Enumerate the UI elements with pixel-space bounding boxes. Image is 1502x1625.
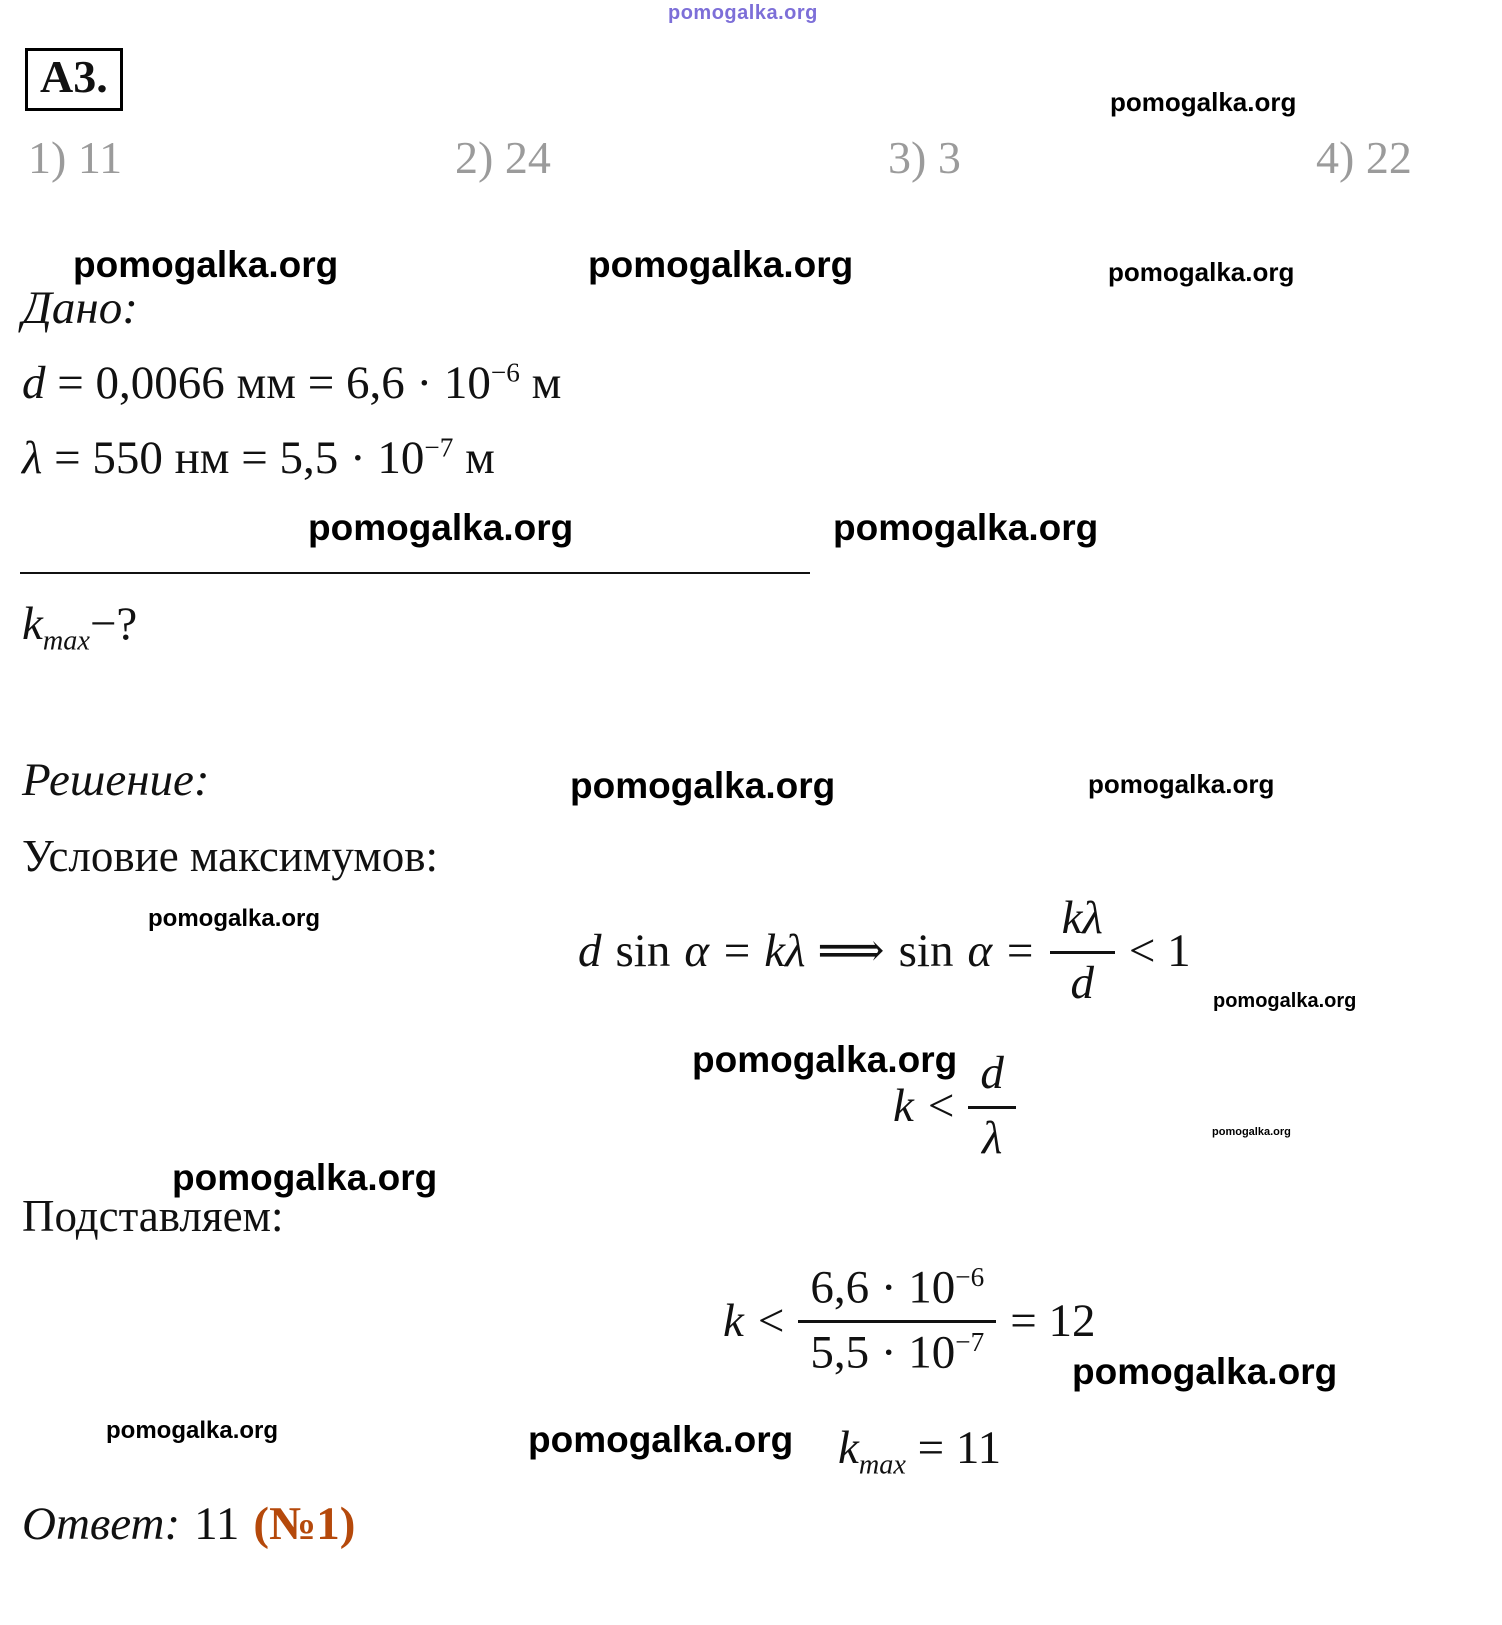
given-d-unit: м	[519, 357, 562, 409]
given-line-lambda	[22, 430, 495, 486]
watermark: pomogalka.org	[148, 905, 321, 932]
given-d-equation: = 0,0066 мм = 6,6 · 10	[45, 357, 491, 409]
watermark: pomogalka.org	[833, 507, 1099, 548]
watermark: pomogalka.org	[172, 1157, 438, 1198]
formula-k-bound	[893, 1048, 1016, 1164]
formula-var-k: k	[723, 1294, 744, 1347]
given-line-d	[22, 355, 561, 411]
problem-label: А3.	[25, 48, 123, 111]
substitute-label: Подставляем:	[22, 1191, 284, 1241]
solution-label: Решение:	[22, 754, 210, 806]
fraction-denominator: λ	[981, 1111, 1003, 1164]
watermark: pomogalka.org	[1213, 990, 1357, 1012]
result-value: = 11	[905, 1422, 1002, 1474]
answer-option-4: 4) 22	[1316, 132, 1412, 183]
watermark: pomogalka.org	[308, 507, 574, 548]
watermark: pomogalka.org	[1212, 1126, 1291, 1138]
given-lambda-equation: = 550 нм = 5,5 · 10	[42, 432, 425, 484]
watermark: pomogalka.org	[106, 1417, 279, 1444]
formula-tail: < 1	[1128, 924, 1191, 977]
watermark: pomogalka.org	[692, 1039, 958, 1080]
numerator-exponent: −6	[955, 1262, 985, 1292]
watermark-top: pomogalka.org	[668, 2, 818, 24]
variable-d: d	[22, 357, 46, 409]
answer-option-3: 3) 3	[888, 132, 961, 183]
fraction-numerator: kλ	[1050, 893, 1115, 954]
formula-substitution	[723, 1262, 1096, 1380]
formula-equals-result: = 12	[1010, 1294, 1096, 1347]
watermark: pomogalka.org	[1072, 1351, 1338, 1392]
formula-less-than: <	[927, 1079, 955, 1132]
fraction-denominator	[810, 1323, 984, 1379]
answer-choice-number: (№1)	[253, 1498, 356, 1550]
formula-mid-1: α = kλ ⟹	[684, 924, 885, 977]
answer-value: 11	[194, 1498, 240, 1550]
watermark: pomogalka.org	[1088, 769, 1275, 799]
watermark: pomogalka.org	[73, 244, 339, 285]
fraction-d-over-lambda	[968, 1048, 1016, 1164]
given-divider	[20, 572, 810, 574]
formula-sin-2: sin	[898, 924, 954, 977]
answer-label: Ответ:	[22, 1498, 181, 1550]
variable-k: k	[22, 598, 43, 650]
watermark: pomogalka.org	[570, 765, 836, 806]
subscript-max: max	[42, 625, 90, 657]
fraction-numeric	[798, 1262, 996, 1380]
denominator-base: 5,5 · 10	[810, 1327, 956, 1379]
given-label: Дано:	[22, 282, 138, 334]
watermark: pomogalka.org	[1110, 87, 1297, 117]
watermark: pomogalka.org	[588, 244, 854, 285]
answer-option-1: 1) 11	[28, 132, 123, 183]
formula-maxima-condition	[578, 893, 1191, 1009]
given-lambda-unit: м	[453, 432, 495, 484]
formula-mid-2: α =	[967, 924, 1036, 977]
formula-sin-1: sin	[615, 924, 671, 977]
fraction-klambda-over-d	[1050, 893, 1115, 1009]
watermark: pomogalka.org	[528, 1419, 794, 1460]
fraction-denominator: d	[1070, 956, 1094, 1009]
fraction-numerator	[798, 1262, 996, 1323]
variable-k: k	[838, 1422, 859, 1474]
numerator-base: 6,6 · 10	[810, 1261, 956, 1314]
find-line	[22, 596, 137, 658]
formula-var-k: k	[893, 1079, 914, 1132]
subscript-max: max	[858, 1449, 906, 1481]
answer-option-2: 2) 24	[455, 132, 551, 183]
watermark: pomogalka.org	[1108, 257, 1295, 287]
formula-var-d: d	[578, 924, 602, 977]
variable-lambda: λ	[22, 432, 43, 484]
given-d-exponent: −6	[490, 357, 520, 388]
formula-result	[838, 1420, 1001, 1482]
condition-label: Условие максимумов:	[22, 831, 438, 881]
find-question: −?	[89, 598, 138, 650]
fraction-numerator: d	[968, 1048, 1016, 1109]
answer-line	[22, 1496, 369, 1552]
denominator-exponent: −7	[955, 1327, 985, 1358]
given-lambda-exponent: −7	[424, 432, 454, 463]
formula-less-than: <	[757, 1294, 785, 1347]
